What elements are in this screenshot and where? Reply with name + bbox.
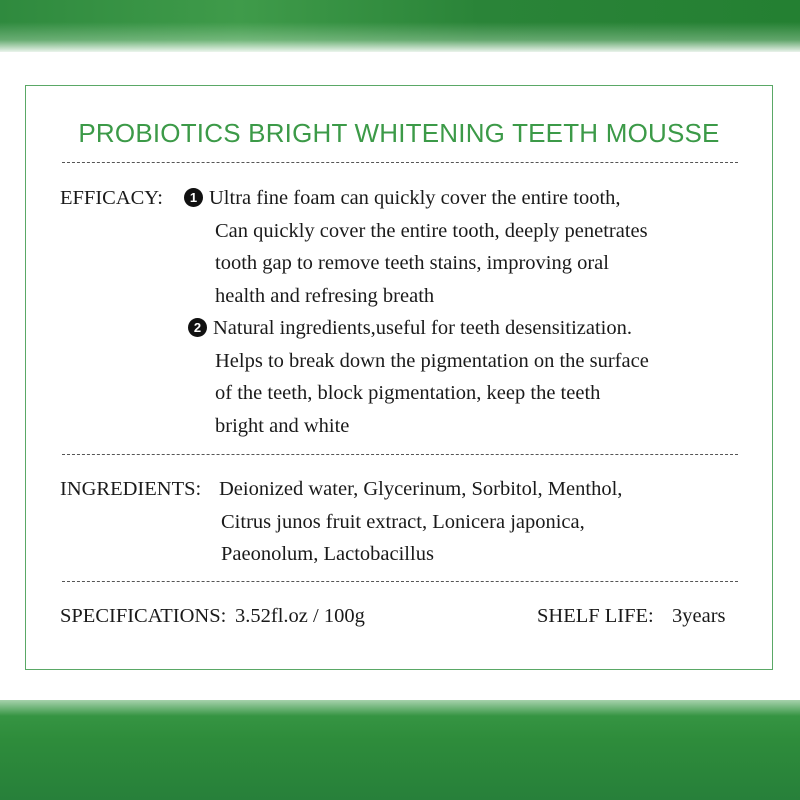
efficacy-item-1-line-4: health and refresing breath xyxy=(215,284,435,307)
efficacy-label: EFFICACY: xyxy=(60,187,163,209)
efficacy-item-2-line-2: Helps to break down the pigmentation on the surface xyxy=(215,349,649,372)
efficacy-item-1-line-2: Can quickly cover the entire tooth, deeply penetrates xyxy=(215,219,648,242)
efficacy-item-2-cont xyxy=(215,345,649,443)
ingredients-line-2: Citrus junos fruit extract, Lonicera japonica, xyxy=(221,510,585,533)
product-title: PROBIOTICS BRIGHT WHITENING TEETH MOUSSE xyxy=(78,118,720,148)
divider-1 xyxy=(62,162,738,163)
number-2-bullet-icon: 2 xyxy=(188,318,207,337)
specifications-label: SPECIFICATIONS: xyxy=(60,605,227,627)
bottom-band-fade xyxy=(0,700,800,716)
shelf-life-value: 3years xyxy=(672,605,726,627)
efficacy-item-2-line-3: of the teeth, block pigmentation, keep the teeth xyxy=(215,382,601,404)
ingredients-text xyxy=(219,473,622,506)
efficacy-item-1-line-3: tooth gap to remove teeth stains, improving oral xyxy=(215,252,609,274)
ingredients-text-cont xyxy=(221,506,585,571)
efficacy-item-2 xyxy=(188,312,632,345)
efficacy-item-2-line-1: 2 Natural ingredients,useful for teeth desensitization. xyxy=(188,312,632,345)
ingredients-line-1: Deionized water, Glycerinum, Sorbitol, Menthol, xyxy=(219,478,623,500)
shelf-life-label: SHELF LIFE: xyxy=(537,605,654,627)
efficacy-item-1-line-1: 1 Ultra fine foam can quickly cover the entire tooth, xyxy=(184,182,621,215)
divider-2 xyxy=(62,454,738,455)
specifications-value: 3.52fl.oz / 100g xyxy=(235,605,365,627)
efficacy-item-2-line-4: bright and white xyxy=(215,414,350,437)
ingredients-label: INGREDIENTS: xyxy=(60,478,202,500)
efficacy-item-1 xyxy=(184,182,621,215)
top-band-fade xyxy=(0,22,800,52)
number-1-bullet-icon: 1 xyxy=(184,188,203,207)
efficacy-item-1-cont xyxy=(215,215,648,313)
ingredients-line-3: Paeonolum, Lactobacillus xyxy=(221,543,434,565)
divider-3 xyxy=(62,581,738,582)
info-panel xyxy=(25,85,773,670)
